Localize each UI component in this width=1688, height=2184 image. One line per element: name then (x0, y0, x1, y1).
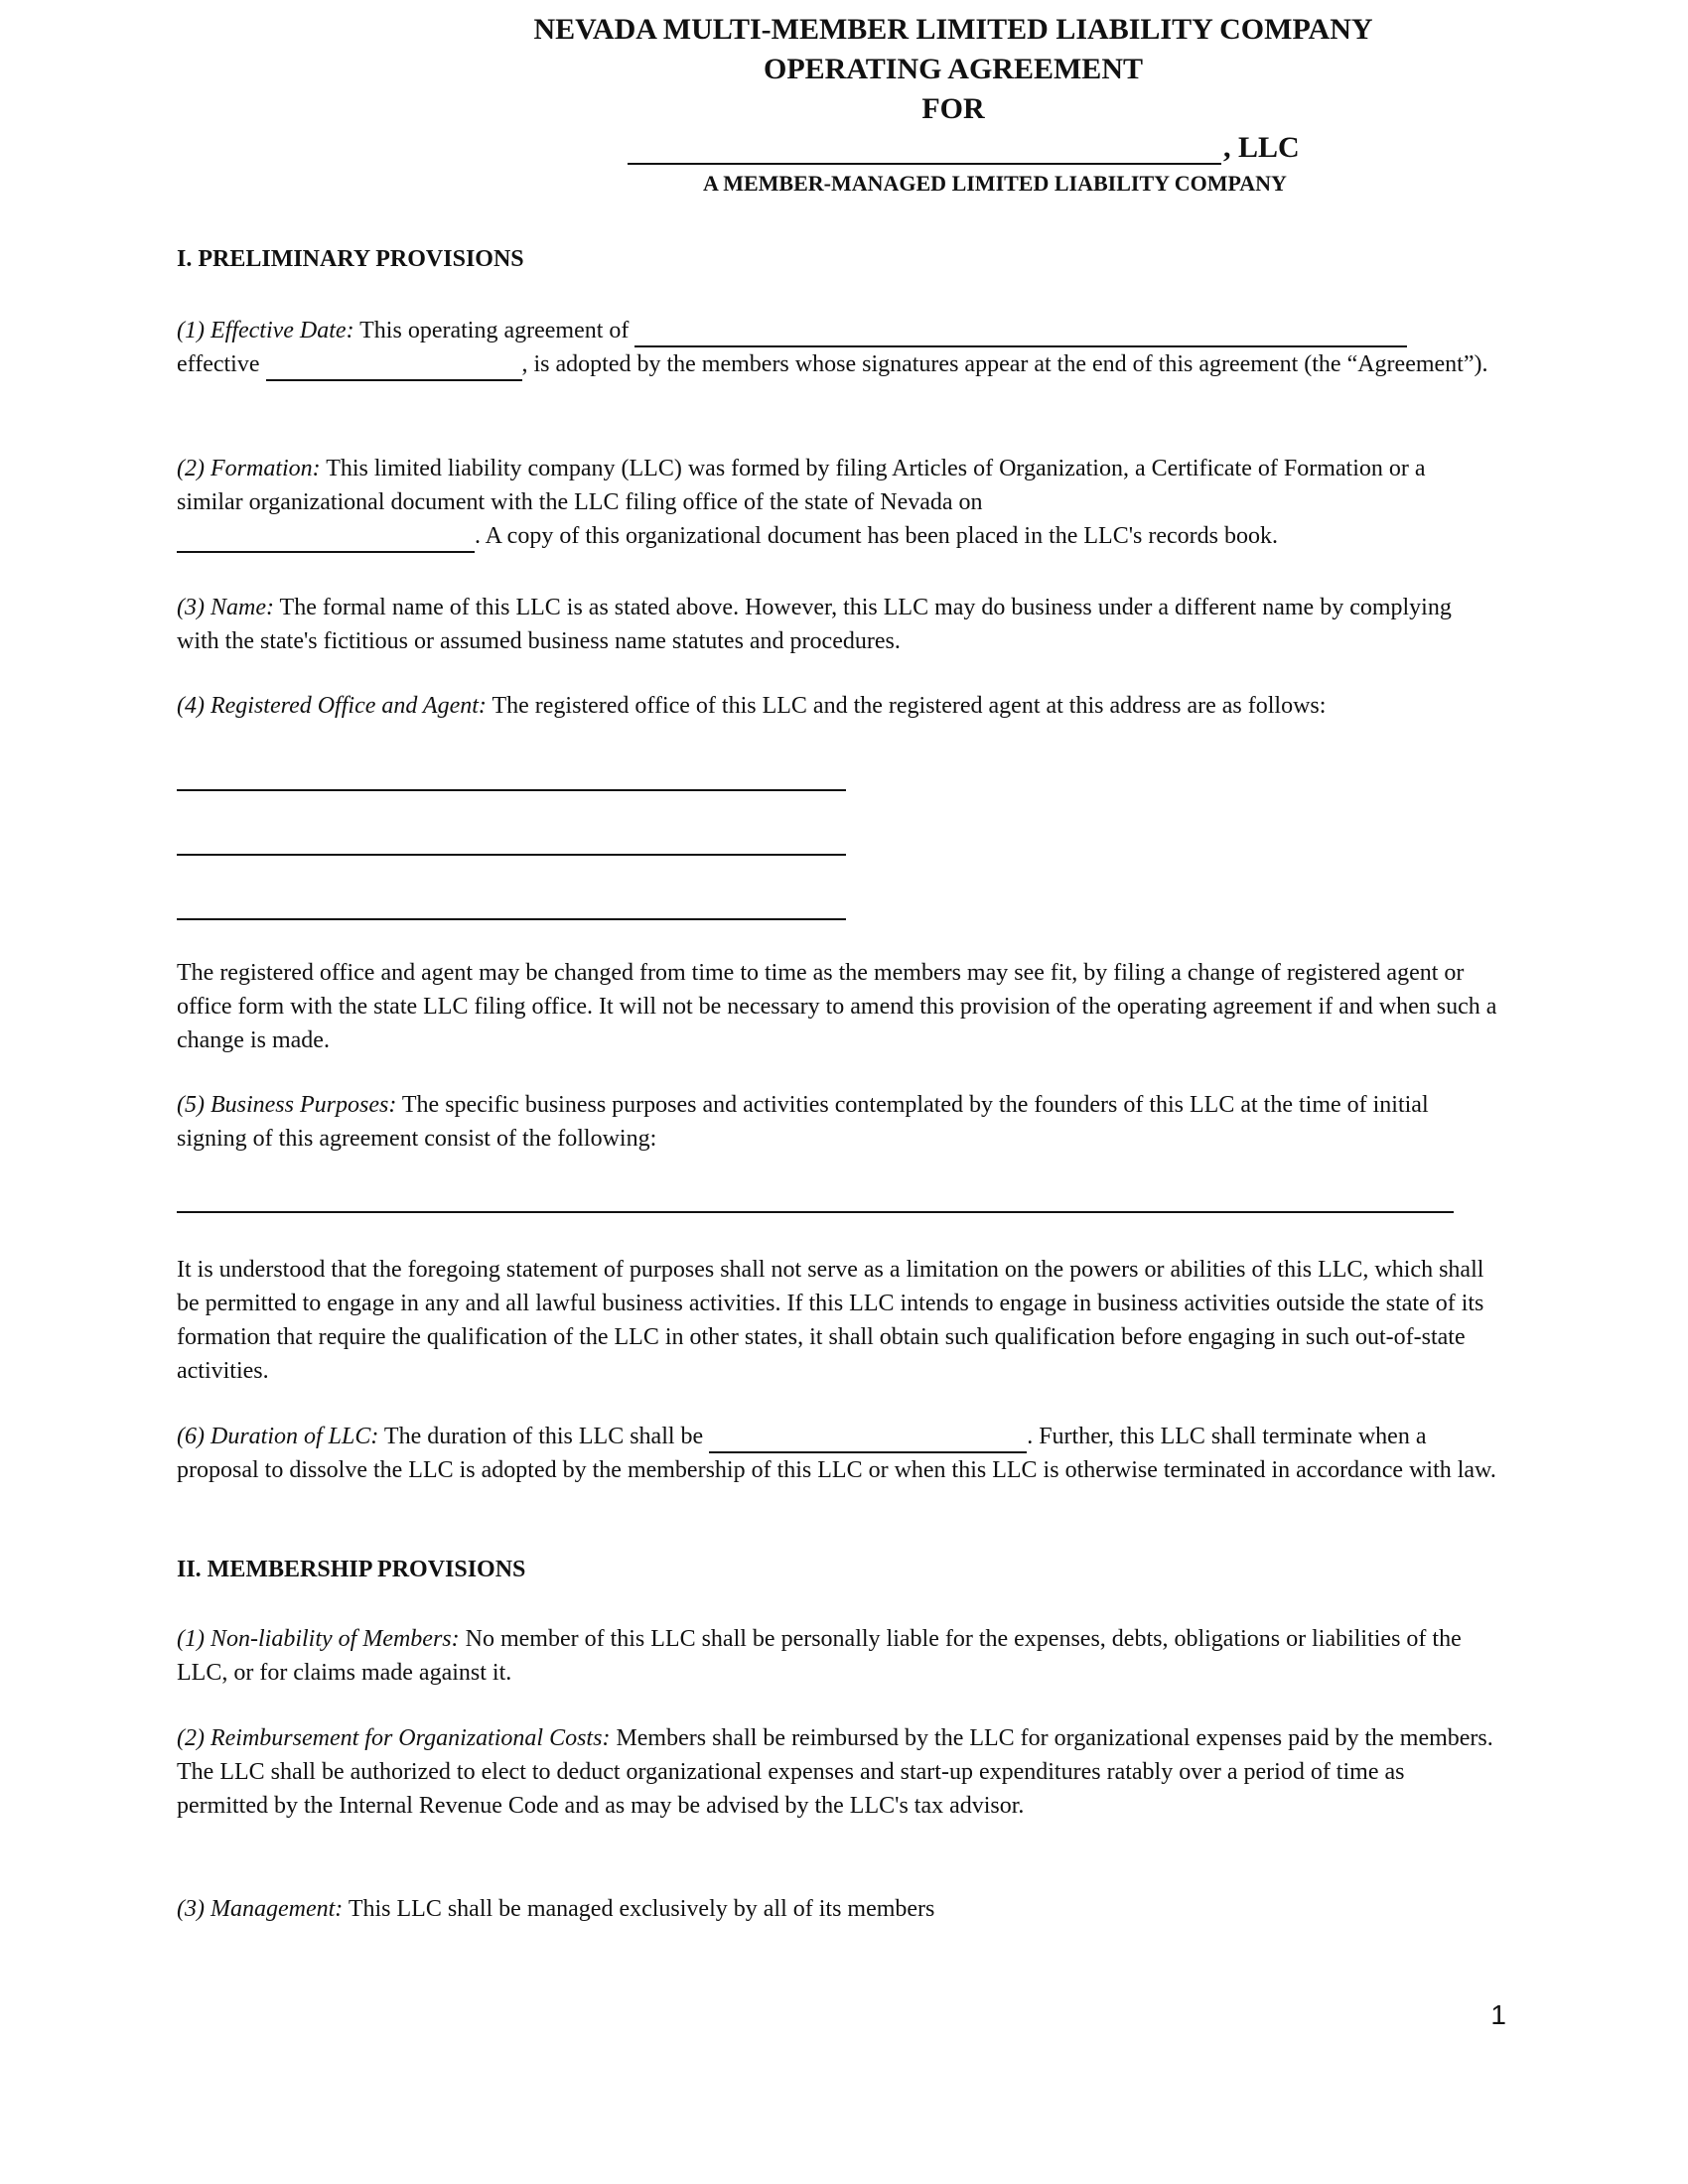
business-purposes-line[interactable] (177, 1211, 1454, 1213)
formation-text: This limited liability company (LLC) was formed by filing Articles of Organization, a Certificate of Formation or a similar organizational document with the LLC filing office of the state of Nevada on (177, 456, 1426, 515)
agreement-name-blank[interactable] (634, 320, 1407, 347)
effective-date-text-end: , is adopted by the members whose signatures appear at the end of this agreement (the “Agreement”). (521, 351, 1488, 377)
subtitle: A MEMBER-MANAGED LIMITED LIABILITY COMPANY (703, 171, 1287, 196)
title-line-3: FOR (921, 92, 985, 125)
duration-blank[interactable] (709, 1426, 1027, 1453)
section-heading-membership: II. MEMBERSHIP PROVISIONS (177, 1557, 526, 1582)
non-liability-paragraph (177, 1622, 1497, 1690)
reimbursement-paragraph (177, 1721, 1497, 1823)
effective-date-blank[interactable] (266, 353, 522, 381)
name-text: The formal name of this LLC is as stated above. However, this LLC may do business under a different name by complying with the state's fictitious or assumed business name statutes and procedures. (177, 595, 1452, 654)
registered-office-line-2[interactable] (177, 854, 846, 856)
page-number: 1 (1490, 1999, 1506, 2030)
duration-paragraph (177, 1420, 1497, 1487)
llc-suffix: , LLC (1223, 131, 1300, 164)
registered-office-label: (4) Registered Office and Agent: (177, 693, 487, 719)
business-purposes-text: The specific business purposes and activities contemplated by the founders of this LLC at the time of initial signing of this agreement consist of the following: (177, 1092, 1429, 1152)
management-text: This LLC shall be managed exclusively by all of its members (343, 1896, 935, 1922)
registered-office-line-1[interactable] (177, 789, 846, 791)
registered-office-paragraph (177, 689, 1497, 723)
non-liability-label: (1) Non-liability of Members: (177, 1626, 460, 1652)
section-heading-preliminary: I. PRELIMINARY PROVISIONS (177, 246, 524, 272)
duration-text: The duration of this LLC shall be (378, 1424, 710, 1449)
name-label: (3) Name: (177, 595, 274, 620)
reimbursement-label: (2) Reimbursement for Organizational Costs: (177, 1725, 611, 1751)
effective-date-text: This operating agreement of (353, 318, 635, 343)
title-line-1: NEVADA MULTI-MEMBER LIMITED LIABILITY COMPANY (533, 13, 1373, 46)
registered-office-text: The registered office of this LLC and the registered agent at this address are as follows: (486, 693, 1327, 719)
effective-date-label: (1) Effective Date: (177, 318, 354, 343)
registered-office-line-3[interactable] (177, 918, 846, 920)
duration-text-end: . Further, this LLC shall terminate when a proposal to dissolve the LLC is adopted by the membership of this LLC or when this LLC is otherwise terminated in accordance with law. (177, 1424, 1496, 1483)
effective-date-paragraph (177, 314, 1497, 381)
formation-paragraph (177, 452, 1497, 553)
business-purposes-paragraph (177, 1088, 1497, 1156)
management-paragraph (177, 1892, 1497, 1926)
name-paragraph (177, 591, 1497, 658)
formation-label: (2) Formation: (177, 456, 321, 481)
non-liability-text: No member of this LLC shall be personally liable for the expenses, debts, obligations or liabilities of the LLC, or for claims made against it. (177, 1626, 1462, 1686)
duration-label: (6) Duration of LLC: (177, 1424, 379, 1449)
formation-date-blank[interactable] (177, 525, 475, 553)
business-purposes-label: (5) Business Purposes: (177, 1092, 397, 1118)
title-line-2: OPERATING AGREEMENT (764, 53, 1143, 85)
reimbursement-text: Members shall be reimbursed by the LLC for organizational expenses paid by the members. The LLC shall be authorized to elect to deduct organizational expenses and start-up expenditures ratably over a period of time as permitted by the Internal Revenue Code and as may be advised by the LLC's tax advisor. (177, 1725, 1493, 1819)
llc-name-blank[interactable] (628, 135, 1221, 165)
effective-text: effective (177, 351, 266, 377)
management-label: (3) Management: (177, 1896, 344, 1922)
formation-text-end: . A copy of this organizational document has been placed in the LLC's records book. (475, 523, 1279, 549)
registered-office-change-paragraph: The registered office and agent may be changed from time to time as the members may see fit, by filing a change of registered agent or office form with the state LLC filing office. It will not be necessary to amend this provision of the operating agreement if and when such a change is made. (177, 960, 1497, 1053)
purposes-limitation-paragraph: It is understood that the foregoing statement of purposes shall not serve as a limitation on the powers or abilities of this LLC, which shall be permitted to engage in any and all lawful business activities. If this LLC intends to engage in business activities outside the state of its formation that require the qualification of the LLC in other states, it shall obtain such qualification before engaging in such out-of-state activities. (177, 1257, 1484, 1384)
